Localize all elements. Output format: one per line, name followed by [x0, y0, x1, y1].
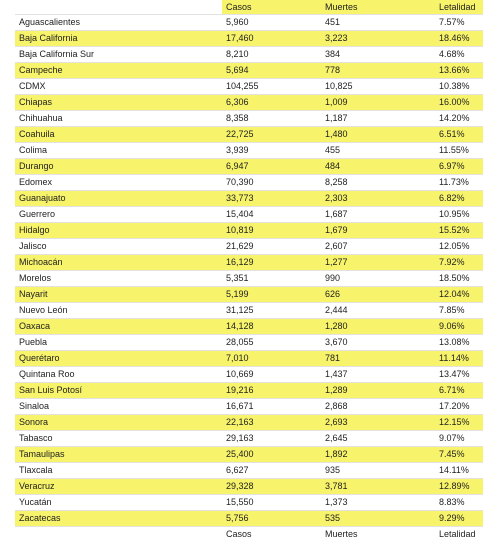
muertes-cell: 1,289	[325, 385, 348, 395]
letalidad-cell: 12.04%	[439, 289, 470, 299]
casos-cell: 16,129	[226, 257, 254, 267]
state-cell: Nayarit	[19, 289, 48, 299]
table-row	[15, 95, 483, 111]
table-row	[15, 143, 483, 159]
state-cell: Chihuahua	[19, 113, 63, 123]
letalidad-cell: 9.29%	[439, 513, 465, 523]
casos-cell: 6,627	[226, 465, 249, 475]
table-row	[15, 495, 483, 511]
casos-cell: 5,960	[226, 17, 249, 27]
footer-casos: Casos	[226, 529, 252, 539]
muertes-cell: 3,781	[325, 481, 348, 491]
muertes-cell: 1,009	[325, 97, 348, 107]
table-body	[15, 15, 483, 527]
muertes-cell: 2,303	[325, 193, 348, 203]
table-footer	[15, 527, 483, 541]
state-cell: Colima	[19, 145, 48, 155]
letalidad-cell: 6.71%	[439, 385, 465, 395]
footer-letalidad: Letalidad	[439, 529, 476, 539]
casos-cell: 22,163	[226, 417, 254, 427]
casos-cell: 15,404	[226, 209, 254, 219]
table-row	[15, 15, 483, 31]
state-cell: Jalisco	[19, 241, 47, 251]
table-row	[15, 127, 483, 143]
letalidad-cell: 7.92%	[439, 257, 465, 267]
casos-cell: 6,947	[226, 161, 249, 171]
muertes-cell: 535	[325, 513, 341, 523]
state-cell: Tamaulipas	[19, 449, 65, 459]
state-cell: Tabasco	[19, 433, 53, 443]
header-letalidad: Letalidad	[439, 2, 476, 12]
casos-cell: 21,629	[226, 241, 254, 251]
footer-state	[15, 527, 222, 541]
letalidad-cell: 10.95%	[439, 209, 470, 219]
casos-cell: 70,390	[226, 177, 254, 187]
letalidad-cell: 18.46%	[439, 33, 470, 43]
letalidad-cell: 14.20%	[439, 113, 470, 123]
table-row	[15, 479, 483, 495]
casos-cell: 7,010	[226, 353, 249, 363]
table-row	[15, 191, 483, 207]
table-row	[15, 367, 483, 383]
table-row	[15, 255, 483, 271]
casos-cell: 10,819	[226, 225, 254, 235]
letalidad-cell: 13.66%	[439, 65, 470, 75]
muertes-cell: 451	[325, 17, 341, 27]
casos-cell: 25,400	[226, 449, 254, 459]
letalidad-cell: 16.00%	[439, 97, 470, 107]
table-row	[15, 399, 483, 415]
letalidad-cell: 11.14%	[439, 353, 469, 363]
footer-muertes: Muertes	[325, 529, 358, 539]
state-cell: Edomex	[19, 177, 53, 187]
casos-cell: 8,210	[226, 49, 249, 59]
state-cell: Morelos	[19, 273, 52, 283]
muertes-cell: 1,187	[325, 113, 348, 123]
table-row	[15, 271, 483, 287]
muertes-cell: 2,868	[325, 401, 348, 411]
casos-cell: 5,694	[226, 65, 249, 75]
table-row	[15, 159, 483, 175]
muertes-cell: 3,223	[325, 33, 348, 43]
table-row	[15, 31, 483, 47]
state-cell: Michoacán	[19, 257, 63, 267]
muertes-cell: 10,825	[325, 81, 353, 91]
table-row	[15, 175, 483, 191]
state-cell: Zacatecas	[19, 513, 61, 523]
table-row	[15, 303, 483, 319]
table-row	[15, 47, 483, 63]
state-cell: Hidalgo	[19, 225, 50, 235]
state-cell: Campeche	[19, 65, 63, 75]
table-row	[15, 79, 483, 95]
casos-cell: 104,255	[226, 81, 259, 91]
muertes-cell: 2,693	[325, 417, 348, 427]
casos-cell: 5,351	[226, 273, 249, 283]
casos-cell: 28,055	[226, 337, 254, 347]
state-cell: Yucatán	[19, 497, 52, 507]
casos-cell: 17,460	[226, 33, 254, 43]
casos-cell: 29,163	[226, 433, 254, 443]
state-cell: Baja California	[19, 33, 78, 43]
state-cell: Querétaro	[19, 353, 60, 363]
header-casos: Casos	[226, 2, 252, 12]
state-cell: Baja California Sur	[19, 49, 95, 59]
letalidad-cell: 13.47%	[439, 369, 470, 379]
table-row	[15, 431, 483, 447]
letalidad-cell: 7.45%	[439, 449, 465, 459]
letalidad-cell: 10.38%	[439, 81, 470, 91]
state-cell: Chiapas	[19, 97, 53, 107]
muertes-cell: 935	[325, 465, 341, 475]
state-cell: Sinaloa	[19, 401, 50, 411]
muertes-cell: 990	[325, 273, 341, 283]
table-row	[15, 287, 483, 303]
casos-cell: 31,125	[226, 305, 254, 315]
state-cell: Tlaxcala	[19, 465, 53, 475]
muertes-cell: 384	[325, 49, 341, 59]
letalidad-cell: 12.05%	[439, 241, 470, 251]
state-cell: Guanajuato	[19, 193, 66, 203]
header-state	[15, 0, 222, 14]
muertes-cell: 1,373	[325, 497, 348, 507]
table-row	[15, 207, 483, 223]
covid-state-table	[15, 0, 483, 541]
letalidad-cell: 7.57%	[439, 17, 465, 27]
table-row	[15, 351, 483, 367]
muertes-cell: 1,687	[325, 209, 348, 219]
state-cell: Sonora	[19, 417, 49, 427]
muertes-cell: 778	[325, 65, 341, 75]
table-row	[15, 447, 483, 463]
table-row	[15, 63, 483, 79]
table-row	[15, 383, 483, 399]
letalidad-cell: 6.51%	[439, 129, 465, 139]
letalidad-cell: 9.07%	[439, 433, 465, 443]
muertes-cell: 455	[325, 145, 341, 155]
casos-cell: 5,199	[226, 289, 249, 299]
state-cell: Veracruz	[19, 481, 55, 491]
letalidad-cell: 9.06%	[439, 321, 465, 331]
letalidad-cell: 17.20%	[439, 401, 470, 411]
letalidad-cell: 6.97%	[439, 161, 465, 171]
casos-cell: 33,773	[226, 193, 254, 203]
muertes-cell: 1,480	[325, 129, 348, 139]
table-row	[15, 223, 483, 239]
letalidad-cell: 12.89%	[439, 481, 470, 491]
state-cell: Oaxaca	[19, 321, 51, 331]
casos-cell: 3,939	[226, 145, 249, 155]
table-row	[15, 319, 483, 335]
muertes-cell: 781	[325, 353, 341, 363]
letalidad-cell: 8.83%	[439, 497, 465, 507]
state-cell: San Luis Potosí	[19, 385, 83, 395]
state-cell: Coahuila	[19, 129, 55, 139]
letalidad-cell: 4.68%	[439, 49, 465, 59]
muertes-cell: 626	[325, 289, 341, 299]
casos-cell: 16,671	[226, 401, 254, 411]
table-row	[15, 511, 483, 527]
casos-cell: 6,306	[226, 97, 249, 107]
muertes-cell: 1,437	[325, 369, 348, 379]
letalidad-cell: 15.52%	[439, 225, 470, 235]
state-cell: Quintana Roo	[19, 369, 75, 379]
table-header	[15, 0, 483, 15]
muertes-cell: 2,444	[325, 305, 348, 315]
table-row	[15, 111, 483, 127]
state-cell: Durango	[19, 161, 54, 171]
muertes-cell: 2,607	[325, 241, 348, 251]
letalidad-cell: 11.73%	[439, 177, 469, 187]
state-cell: Guerrero	[19, 209, 56, 219]
table-row	[15, 463, 483, 479]
casos-cell: 19,216	[226, 385, 254, 395]
muertes-cell: 3,670	[325, 337, 348, 347]
table-row	[15, 335, 483, 351]
table-row	[15, 415, 483, 431]
muertes-cell: 2,645	[325, 433, 348, 443]
casos-cell: 22,725	[226, 129, 254, 139]
casos-cell: 10,669	[226, 369, 254, 379]
casos-cell: 14,128	[226, 321, 254, 331]
letalidad-cell: 11.55%	[439, 145, 469, 155]
letalidad-cell: 12.15%	[439, 417, 470, 427]
state-cell: Aguascalientes	[19, 17, 81, 27]
letalidad-cell: 18.50%	[439, 273, 470, 283]
letalidad-cell: 13.08%	[439, 337, 470, 347]
casos-cell: 29,328	[226, 481, 254, 491]
casos-cell: 8,358	[226, 113, 249, 123]
table-row	[15, 239, 483, 255]
muertes-cell: 1,280	[325, 321, 348, 331]
muertes-cell: 484	[325, 161, 341, 171]
state-cell: Puebla	[19, 337, 48, 347]
letalidad-cell: 6.82%	[439, 193, 465, 203]
muertes-cell: 1,679	[325, 225, 348, 235]
state-cell: CDMX	[19, 81, 46, 91]
muertes-cell: 1,892	[325, 449, 348, 459]
letalidad-cell: 7.85%	[439, 305, 465, 315]
header-muertes: Muertes	[325, 2, 358, 12]
casos-cell: 5,756	[226, 513, 249, 523]
state-cell: Nuevo León	[19, 305, 68, 315]
muertes-cell: 1,277	[325, 257, 348, 267]
casos-cell: 15,550	[226, 497, 254, 507]
letalidad-cell: 14.11%	[439, 465, 469, 475]
muertes-cell: 8,258	[325, 177, 348, 187]
